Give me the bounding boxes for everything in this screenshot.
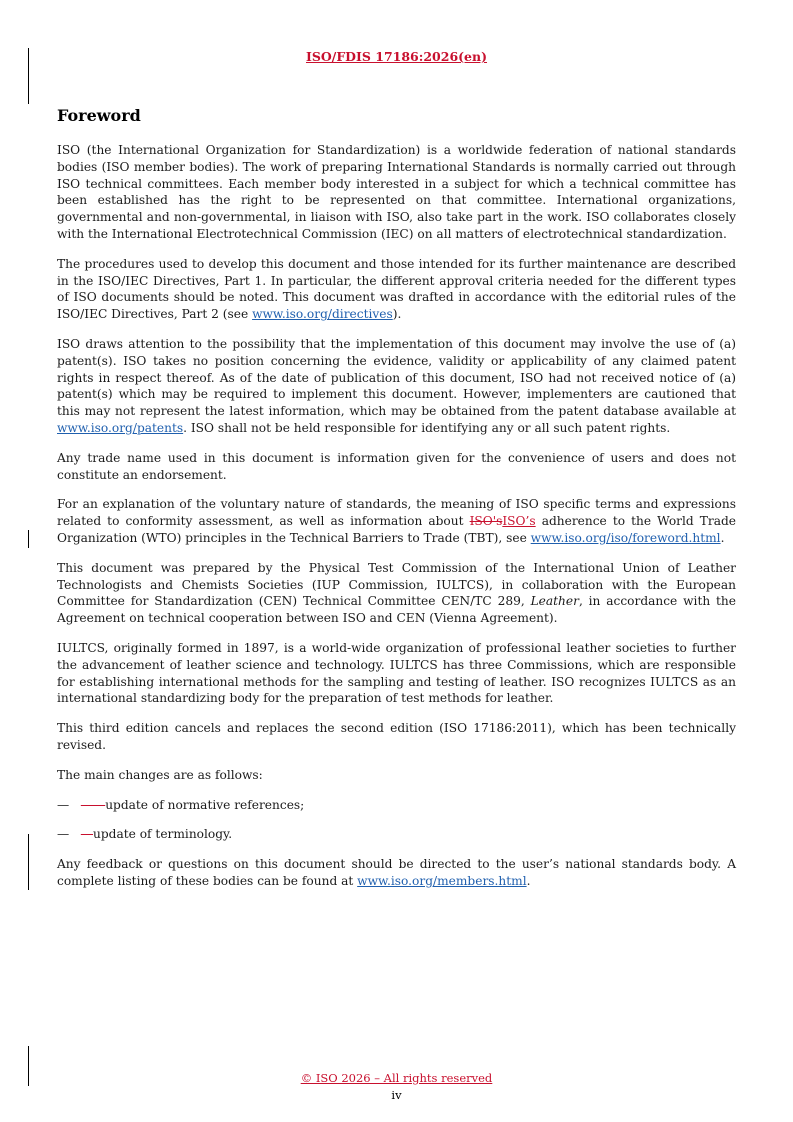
- deleted-text: ——: [80, 797, 106, 812]
- deleted-text: ISO's: [469, 514, 503, 529]
- page-number: iv: [391, 1088, 402, 1102]
- paragraph-trade-name: Any trade name used in this document is information given for the convenience of users and does not constitute an endorsement.: [57, 450, 736, 482]
- foreword-link[interactable]: www.iso.org/iso/foreword.html: [530, 530, 721, 545]
- deleted-text: —: [80, 827, 93, 842]
- paragraph-main-changes: The main changes are as follows:: [57, 767, 263, 782]
- paragraph-patents: ISO draws attention to the possibility that the implementation of this document may involve the use of (a) patent(s). ISO takes no position concerning the evidence, validity or applicability of any claimed patent rights in respect thereof. As of the date of publication of this document, ISO had not received notice of (a) patent(s) which may be required to implement this document. However, implementers are cautioned that this may not represent the latest information, which may be obtained from the patent database available at www.iso.org/patents. ISO shall not be held responsible for identifying any or all such patent rights.: [57, 336, 736, 435]
- paragraph-edition: This third edition cancels and replaces the second edition (ISO 17186:2011), which has been technically revised.: [57, 721, 736, 752]
- members-link[interactable]: www.iso.org/members.html: [357, 873, 527, 888]
- paragraph-feedback: Any feedback or questions on this document should be directed to the user’s national standards body. A complete listing of these bodies can be found at www.iso.org/members.html.: [57, 857, 736, 888]
- directives-link[interactable]: www.iso.org/directives: [252, 307, 393, 322]
- foreword-body: [57, 142, 736, 903]
- change-bar: [28, 834, 29, 890]
- list-item: — —update of terminology.: [57, 827, 233, 842]
- paragraph-voluntary-nature: For an explanation of the voluntary nature of standards, the meaning of ISO specific terms and expressions related to conformity assessment, as well as information about ISO'sISO’s adherence to the World Trade Organization (WTO) principles in the Technical Barriers to Trade (TBT), see www.iso.org/iso/foreword.html.: [57, 497, 736, 545]
- patents-link[interactable]: www.iso.org/patents: [57, 420, 184, 435]
- paragraph-iultcs: IULTCS, originally formed in 1897, is a world-wide organization of professional leather societies to further the advancement of leather science and technology. IULTCS has three Commissions, which are responsible for establishing international methods for the sampling and testing of leather. ISO recognizes IULTCS as an international standardizing body for the preparation of test methods for leather.: [57, 640, 736, 706]
- paragraph-procedures: The procedures used to develop this document and those intended for its further maintenance are described in the ISO/IEC Directives, Part 1. In particular, the different approval criteria needed for the different types of ISO documents should be noted. This document was drafted in accordance with the editorial rules of the ISO/IEC Directives, Part 2 (see www.iso.org/directives).: [57, 256, 736, 322]
- change-bar: [28, 530, 29, 548]
- document-code: ISO/FDIS 17186:2026(en): [305, 49, 488, 64]
- paragraph-iso-intro: ISO (the International Organization for Standardization) is a worldwide federation of national standards bodies (ISO member bodies). The work of preparing International Standards is normally carried out through ISO technical committees. Each member body interested in a subject for which a technical committee has been established has the right to be represented on that committee. International organizations, governmental and non-governmental, in liaison with ISO, also take part in the work. ISO collaborates closely with the International Electrotechnical Commission (IEC) on all matters of electrotechnical standardization.: [57, 143, 736, 241]
- paragraph-prepared-by: This document was prepared by the Physical Test Commission of the International Union of Leather Technologists and Chemists Societies (IUP Commission, IULTCS), in collaboration with the European Committee for Standardization (CEN) Technical Committee CEN/TC 289, Leather, in accordance with the Agreement on technical cooperation between ISO and CEN (Vienna Agreement).: [57, 560, 736, 626]
- foreword-heading: Foreword: [57, 106, 141, 125]
- inserted-text: ISO’s: [502, 514, 536, 529]
- list-item: — ——update of normative references;: [57, 797, 305, 812]
- copyright-notice: © ISO 2026 – All rights reserved: [300, 1071, 493, 1085]
